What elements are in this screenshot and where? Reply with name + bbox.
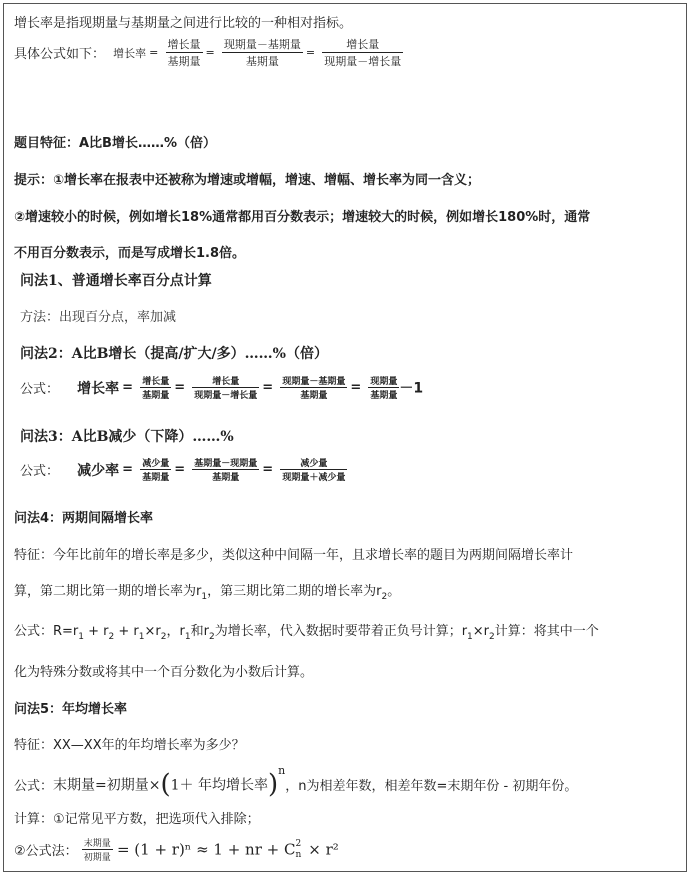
method-5-formula: 公式：末期量=初期量×(1＋ 年均增长率)$^n$，n为相差年数，相差年数=末期年份 - 初期年份。 — [14, 764, 578, 800]
method-2-formula: 公式： 增长率 = $\frac{\text{增长量}}{\text{基期量}}$ = $\frac{\text{增长量}}{\text{现期量－增长量}}$ = $\frac{\text{现期量－基期量}}{\text{基期量}}$ = $\frac{\text{现期量}}{\text{基期量}}$ －1 — [20, 374, 423, 401]
method-4-feature-b: 算，第二期比第一期的增长率为$r_1$，第三期比第二期的增长率为$r_2$。 — [14, 584, 401, 602]
fraction: $\frac{\text{现期量－基期量}}{\text{基期量}}$ — [223, 38, 301, 68]
method-3-title: 问法3：A比B减少（下降）……% — [20, 429, 234, 445]
method-5-calc-2: ②公式法： $\frac{\text{末期量}}{\text{初期量}}$ = (1 + r)ⁿ ≈ 1 + nr + C 2 n × r² — [14, 836, 339, 863]
method-5-title: 问法5：年均增长率 — [14, 702, 128, 717]
fraction: $\frac{\text{增长量}}{\text{基期量}}$ — [142, 377, 170, 401]
method-3-formula: 公式： 减少率 = $\frac{\text{减少量}}{\text{基期量}}$ = $\frac{\text{基期量－现期量}}{\text{基期量}}$ = $\frac{\text{减少量}}{\text{现期量＋减少量}}$ — [20, 456, 347, 483]
tip-1: 提示：①增长率在报表中还被称为增速或增幅，增速、增幅、增长率为同一含义； — [14, 173, 481, 188]
method-5-feature: 特征：XX—XX年的年均增长率为多少？ — [14, 738, 245, 753]
feature-title: 题目特征：A比B增长……%（倍） — [14, 136, 216, 151]
intro-line-1: 增长率是指现期量与基期量之间进行比较的一种相对指标。 — [14, 16, 353, 31]
method-4-feature-a: 特征：今年比前年的增长率是多少，类似这种中间隔一年，且求增长率的题目为两期间隔增长率计 — [14, 548, 574, 563]
fraction: $\frac{\text{现期量}}{\text{基期量}}$ — [370, 377, 398, 401]
fraction: $\frac{\text{末期量}}{\text{初期量}}$ — [83, 839, 111, 863]
method-4-formula: 公式：$R=r_1 + r_2 + r_1\times r_2$，$r_1$和$r_2$为增长率，代入数据时要带着正负号计算；$r_1\times r_2$计算：将其中一个 — [14, 624, 599, 642]
intro-formula: 具体公式如下： 增长率 = $\frac{\text{增长量}}{\text{基期量}}$ = $\frac{\text{现期量－基期量}}{\text{基期量}}$ = $\frac{\text{增长量}}{\text{现期量－增长量}}$ — [14, 38, 402, 68]
method-4-title: 问法4：两期间隔增长率 — [14, 511, 154, 526]
method-1-desc: 方法：出现百分点，率加减 — [20, 310, 177, 325]
fraction: $\frac{\text{增长量}}{\text{现期量－增长量}}$ — [324, 38, 402, 68]
formula-lhs: 增长率 — [113, 46, 147, 60]
fraction: $\frac{\text{现期量－基期量}}{\text{基期量}}$ — [282, 377, 346, 401]
fraction: $\frac{\text{增长量}}{\text{基期量}}$ — [167, 38, 201, 68]
fraction: $\frac{\text{基期量－现期量}}{\text{基期量}}$ — [194, 459, 258, 483]
method-5-calc-1: 计算：①记常见平方数，把选项代入排除； — [14, 812, 260, 827]
method-1-title: 问法1、普通增长率百分点计算 — [20, 273, 212, 289]
tip-2a: ②增速较小的时候，例如增长18%通常都用百分数表示；增速较大的时候，例如增长180%时，通常 — [14, 210, 591, 225]
fraction: $\frac{\text{减少量}}{\text{基期量}}$ — [142, 459, 170, 483]
tip-2b: 不用百分数表示，而是写成增长1.8倍。 — [14, 246, 246, 261]
fraction: $\frac{\text{增长量}}{\text{现期量－增长量}}$ — [194, 377, 258, 401]
document-page — [3, 3, 687, 872]
method-2-title: 问法2：A比B增长（提高/扩大/多）……%（倍） — [20, 346, 328, 362]
formula-label: 具体公式如下： — [14, 47, 106, 62]
fraction: $\frac{\text{减少量}}{\text{现期量＋减少量}}$ — [282, 459, 346, 483]
method-4-formula-cont: 化为特殊分数或将其中一个百分数化为小数后计算。 — [14, 665, 314, 680]
